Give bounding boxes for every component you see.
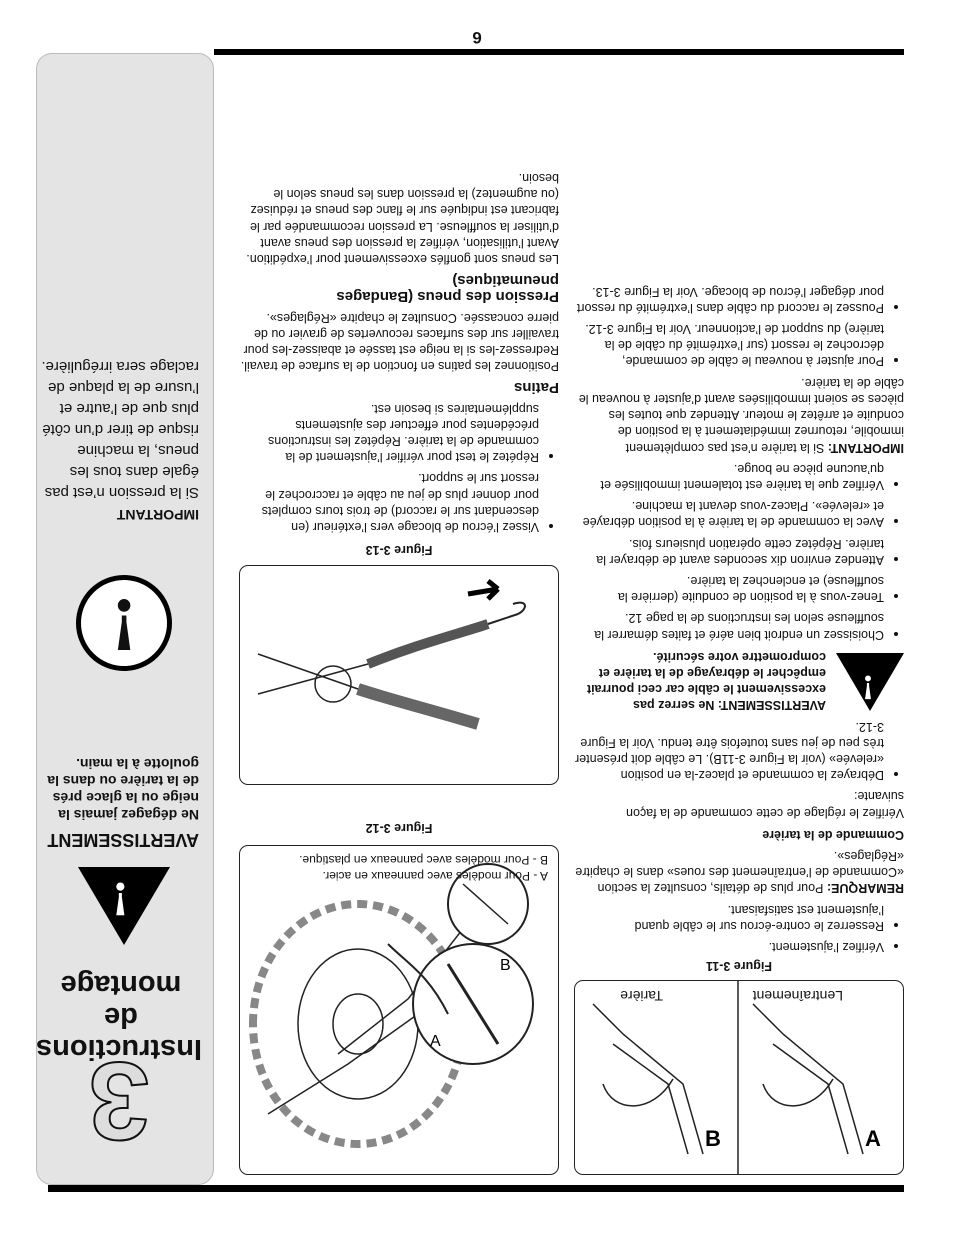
pneus-text: Les pneus sont gonflés excessivement pour l’expédition. Avant l’utilisation, vérifiez la pression des pneus avant d’utiliser la souffleuse. La pression recommandée par le fabricant est indiquée sur le flanc des pneus et réduisez (ou augmentez) la pression dans les pneus selon le besoin.	[246, 170, 559, 266]
list-item: • Vérifiez l’ajustement.	[574, 939, 884, 955]
list-item: • Vérifiez que la tarière est totalement immobilisée et qu’aucune pièce ne bouge.	[574, 461, 884, 493]
list-item: • Pour ajuster à nouveau le câble de commande, décrochez le ressort (sur l’extrémité du câble de la tarière) du support de l’actionneur. Voir la Figure 3-12.	[574, 321, 884, 370]
subheading-auger-control: Commande de la tarière	[762, 827, 904, 842]
warning-label: AVERTISSEMENT:	[717, 698, 826, 713]
list-item: • Avec la commande de la tarière à la position débrayée et «relevée». Placez-vous devant la machine.	[574, 498, 884, 530]
figure-3-11-label-a: A	[865, 1126, 881, 1151]
remarque-paragraph	[574, 848, 904, 897]
figure-3-12	[239, 845, 559, 1175]
chapter-title: Instructions de montage	[36, 969, 202, 1065]
figure-3-12-legend	[248, 852, 548, 884]
list-item: • Tenez-vous à la position de conduite (derrière la souffleuse) et enclenchez la tarière.	[574, 573, 884, 605]
remarque-text: Pour plus de détails, consultez la section «Commande de l’entraînement des roues» dans le chapitre «Réglages».	[575, 848, 904, 896]
figure-3-11-text-a: Lentraînement	[752, 988, 843, 1004]
list-item: • Répétez le test pour vérifier l’ajustement de la commande de la tarière. Répétez les instructions précédentes pour effectuer des ajustements supplémentaires si besoin est.	[239, 400, 539, 465]
important-text: Si la tarière n’est pas complètement immobile, retournez immédiatement à la position de conduite et arrêtez le moteur. Attendez que toutes les pièces se soient immobilisées avant d’ajuster à nouveau le câble de la tarière.	[578, 375, 904, 455]
important-label: IMPORTANT:	[827, 440, 904, 455]
warning-text: Ne serrez pas excessivement le câble car ceci pourrait empêcher le débrayage de la tarière et compromettre votre sécurité.	[586, 649, 826, 713]
figure-3-13-caption: Figure 3-13	[365, 543, 433, 557]
sidebar-important-title: IMPORTANT	[116, 507, 199, 523]
remarque-label: REMARQUE:	[826, 881, 904, 896]
important-info-icon: !	[76, 575, 172, 671]
list-item: • Débrayez la commande et placez-la en position «relevée» (voir la Figure 3-11B). Le câble doit présenter très peu de jeu sans toutefois être tendu. Voir la Figure 3-12.	[574, 718, 884, 783]
heading-pneus: Pression des pneus (Bandages pneumatiques)	[336, 272, 559, 306]
figure-3-11-drawing	[574, 980, 903, 1174]
list-item: • Resserrez le contre-écrou sur le câble quand l’ajustement est satisfaisant.	[574, 901, 884, 933]
auger-intro: Vérifiez le réglage de cette commande de la façon suivante:	[626, 789, 904, 820]
figure-3-12-caption: Figure 3-12	[365, 821, 433, 835]
figure-3-13	[239, 565, 559, 785]
figure-3-13-drawing	[239, 565, 558, 784]
figure-3-12-label-b: B	[500, 957, 511, 974]
figure-3-11-text-b: Tarière	[620, 988, 663, 1004]
warning-icon: !	[836, 653, 904, 711]
chapter-number: 3	[88, 1039, 150, 1162]
warning-triangle-icon: !	[78, 867, 170, 945]
heading-patins: Patins	[513, 379, 559, 397]
important-paragraph	[574, 375, 904, 456]
figure-3-11	[574, 980, 904, 1175]
right-column	[239, 165, 559, 535]
list-item: • Vissez l’écrou de blocage vers l’extérieur (en descendant sur le raccord) de trois tours complets pour donner plus de jeu au câble et raccrochez le ressort sur le support.	[239, 470, 539, 535]
sidebar-warning-title: AVERTISSEMENT	[47, 830, 199, 850]
sidebar-important-text: Si la pression n’est pas égale dans tous les pneus, la machine risque de tirer d’un côté plus que de l’autre et l’usure de la plaque de raclage sera irrégulière.	[41, 358, 199, 501]
list-item: • Attendez environ dix secondes avant de débrayer la tarière. Répétez cette opération plusieurs fois.	[574, 535, 884, 567]
figure-3-12-legend-a: A - Pour modèles avec panneaux en acier.	[322, 869, 548, 883]
bottom-rule	[214, 49, 904, 55]
figure-3-11-label-b: B	[705, 1126, 721, 1151]
figure-3-12-label-a: A	[430, 1033, 441, 1050]
list-item: • Poussez le raccord du câble dans l’extrémité du ressort pour dégager l’écrou de blocage. Voir la Figure 3-13.	[574, 283, 884, 315]
figure-3-12-drawing	[239, 845, 558, 1174]
top-rule	[48, 1185, 904, 1192]
list-item: • Choisissez un endroit bien aéré et faites démarrer la souffleuse selon les instructions de la page 12.	[574, 610, 884, 642]
patins-text: Positionnez les patins en fonction de la surface de travail. Redressez-les si la neige est tassée et abaissez-les pour travailler sur des surfaces recouvertes de gravier ou de pierre concassée. Consultez le chapitre «Réglages».	[240, 310, 559, 374]
sidebar-warning-text: Ne dégagez jamais la neige ou la glace prés de la tarière ou dans la goulotte à la main.	[47, 756, 199, 823]
page-number: 6	[472, 28, 482, 47]
left-column	[574, 278, 904, 955]
warning-block	[574, 649, 904, 714]
figure-3-11-caption: Figure 3-11	[706, 959, 772, 973]
figure-3-12-legend-b: B - Pour modèles avec panneaux en plastique.	[299, 853, 548, 867]
